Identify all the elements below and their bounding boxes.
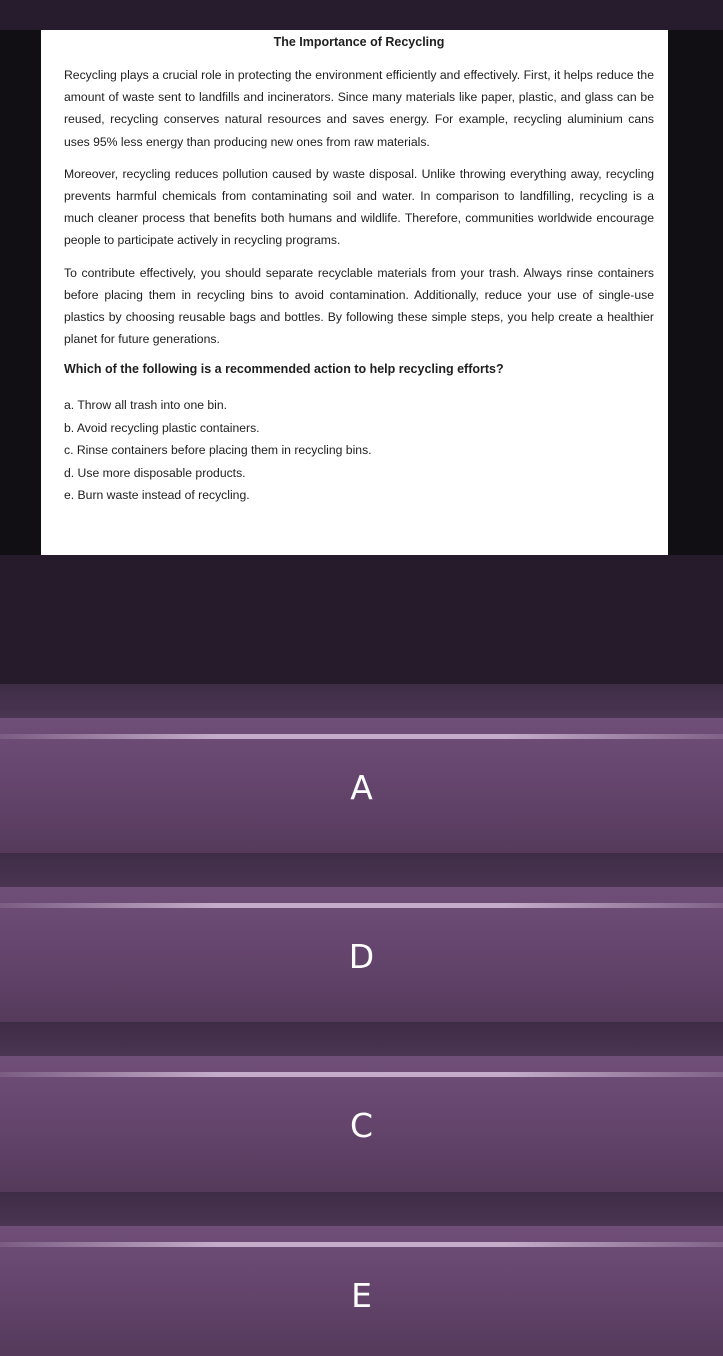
answer-label: D [348,937,375,976]
answer-label: E [351,1276,372,1315]
answer-label: A [350,768,373,807]
answer-button-e[interactable] [0,1226,723,1356]
answer-button-d[interactable] [0,887,723,1025]
button-highlight [0,1242,723,1247]
option-e: e. Burn waste instead of recycling. [64,488,250,503]
answer-button-c[interactable] [0,1056,723,1194]
option-c: c. Rinse containers before placing them in recycling bins. [64,443,372,458]
question-text: Which of the following is a recommended action to help recycling efforts? [64,362,504,377]
answer-button-a[interactable] [0,718,723,856]
option-a: a. Throw all trash into one bin. [64,398,228,413]
answer-label: C [349,1106,374,1145]
option-b: b. Avoid recycling plastic containers. [64,420,260,435]
paragraph-2: Moreover, recycling reduces pollution caused by waste disposal. Unlike throwing everything away, recycling prevents harmful chemicals from contaminating soil and water. In comparison to landfilling, recycling is a much cleaner process that benefits both humans and wildlife. Therefore, communities worldwide encourage people to participate actively in recycling programs. [64,166,654,248]
passage-title: The Importance of Recycling [273,35,445,49]
button-highlight [0,903,723,908]
paragraph-3: To contribute effectively, you should separate recyclable materials from your trash. Always rinse containers before placing them in recycling bins to avoid contamination. Additionally, reduce your use of single-use plastics by choosing reusable bags and bottles. By following these simple steps, you help create a healthier planet for future generations. [64,265,654,347]
paragraph-1: Recycling plays a crucial role in protecting the environment efficiently and effectively. First, it helps reduce the amount of waste sent to landfills and incinerators. Since many materials like paper, plastic, and glass can be reused, recycling conserves natural resources and saves energy. For example, recycling aluminium cans uses 95% less energy than producing new ones from raw materials. [64,68,654,149]
option-d: d. Use more disposable products. [64,465,246,480]
button-highlight [0,734,723,739]
answer-area [0,684,723,1356]
top-bar [0,0,723,30]
button-highlight [0,1072,723,1077]
reading-passage [41,30,668,555]
option-list [64,394,654,507]
